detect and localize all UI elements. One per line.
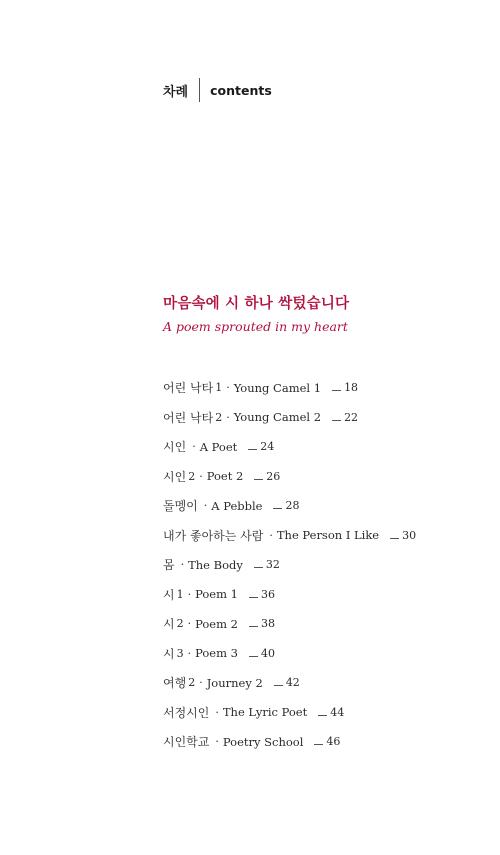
entry-separator-dot: ·: [187, 617, 192, 631]
entry-separator-dot: ·: [180, 558, 185, 572]
table-of-contents: [163, 373, 416, 757]
toc-entry[interactable]: [163, 491, 416, 521]
entry-number: 1: [215, 381, 223, 395]
toc-entry[interactable]: [163, 432, 416, 462]
entry-separator-dot: ·: [187, 587, 192, 601]
entry-number: 2: [188, 469, 196, 483]
entry-leader-line: [249, 626, 258, 627]
entry-english-title: The Person I Like: [276, 528, 380, 543]
entry-number: 2: [215, 410, 223, 424]
entry-separator-dot: ·: [203, 499, 208, 513]
section-title: 마음속에 시 하나 싹텄습니다: [163, 296, 350, 312]
section-subtitle: A poem sprouted in my heart: [163, 319, 348, 334]
entry-separator-dot: ·: [199, 469, 203, 483]
contents-header: [163, 78, 272, 102]
entry-english-title: Poem 3: [195, 646, 238, 661]
entry-korean-title: 내가 좋아하는 사람: [163, 528, 264, 543]
entry-separator-dot: ·: [215, 735, 219, 749]
entry-leader-line: [254, 479, 263, 480]
entry-korean-title: 시: [163, 587, 175, 602]
entry-korean-title: 시인학교: [163, 735, 210, 750]
entry-korean-title: 어린 낙타: [163, 410, 214, 425]
entry-number: 3: [176, 646, 184, 660]
entry-number: 2: [176, 617, 184, 631]
entry-separator-dot: ·: [269, 528, 273, 542]
entry-leader-line: [318, 715, 327, 716]
toc-entry[interactable]: [163, 403, 416, 433]
toc-entry[interactable]: [163, 462, 416, 492]
entry-page-number: 40: [260, 646, 275, 660]
entry-page-number: 46: [326, 735, 341, 749]
entry-korean-title: 시인: [163, 440, 187, 455]
entry-english-title: Young Camel 2: [233, 410, 322, 425]
entry-leader-line: [249, 656, 258, 657]
entry-korean-title: 서정시인: [163, 705, 210, 720]
entry-separator-dot: ·: [226, 381, 230, 395]
entry-english-title: Young Camel 1: [233, 380, 322, 395]
toc-entry[interactable]: [163, 727, 416, 757]
entry-korean-title: 여행: [163, 676, 187, 691]
entry-page-number: 22: [344, 410, 359, 424]
entry-separator-dot: ·: [192, 440, 196, 454]
toc-entry[interactable]: [163, 550, 416, 580]
entry-english-title: Journey 2: [206, 675, 263, 690]
entry-separator-dot: ·: [199, 676, 203, 690]
entry-korean-title: 어린 낙타: [163, 381, 214, 396]
entry-leader-line: [332, 390, 341, 391]
toc-entry[interactable]: [163, 639, 416, 669]
entry-korean-title: 돌멩이: [163, 499, 198, 514]
header-korean-title: 차례: [163, 84, 189, 100]
header-english-title: contents: [210, 82, 272, 98]
entry-english-title: The Lyric Poet: [222, 705, 308, 720]
toc-entry[interactable]: [163, 668, 416, 698]
entry-english-title: Poet 2: [206, 469, 244, 484]
entry-leader-line: [249, 597, 258, 598]
entry-leader-line: [390, 538, 399, 539]
entry-page-number: 42: [285, 676, 300, 690]
entry-page-number: 30: [402, 528, 417, 542]
toc-entry[interactable]: [163, 521, 416, 551]
entry-page-number: 38: [260, 617, 275, 631]
entry-english-title: A Poet: [199, 439, 238, 454]
entry-korean-title: 몸: [163, 558, 175, 573]
entry-page-number: 26: [266, 469, 281, 483]
entry-page-number: 18: [344, 381, 359, 395]
entry-leader-line: [273, 508, 282, 509]
entry-english-title: A Pebble: [211, 498, 263, 513]
entry-page-number: 44: [330, 705, 345, 719]
entry-page-number: 32: [265, 558, 280, 572]
entry-separator-dot: ·: [187, 646, 192, 660]
entry-separator-dot: ·: [226, 410, 230, 424]
entry-number: 1: [176, 587, 184, 601]
toc-entry[interactable]: [163, 609, 416, 639]
entry-leader-line: [314, 744, 323, 745]
entry-english-title: Poetry School: [222, 734, 304, 749]
toc-entry[interactable]: [163, 373, 416, 403]
toc-entry[interactable]: [163, 698, 416, 728]
entry-page-number: 36: [260, 587, 275, 601]
entry-english-title: The Body: [188, 557, 243, 572]
entry-leader-line: [274, 685, 283, 686]
entry-separator-dot: ·: [215, 705, 219, 719]
entry-korean-title: 시인: [163, 469, 187, 484]
entry-leader-line: [248, 449, 257, 450]
entry-english-title: Poem 2: [195, 616, 238, 631]
entry-page-number: 28: [285, 499, 300, 513]
entry-leader-line: [332, 420, 341, 421]
entry-korean-title: 시: [163, 617, 175, 632]
entry-leader-line: [254, 567, 263, 568]
entry-number: 2: [188, 676, 196, 690]
entry-page-number: 24: [260, 440, 275, 454]
header-divider: [199, 78, 200, 102]
toc-entry[interactable]: [163, 580, 416, 610]
entry-korean-title: 시: [163, 646, 175, 661]
entry-english-title: Poem 1: [195, 587, 238, 602]
